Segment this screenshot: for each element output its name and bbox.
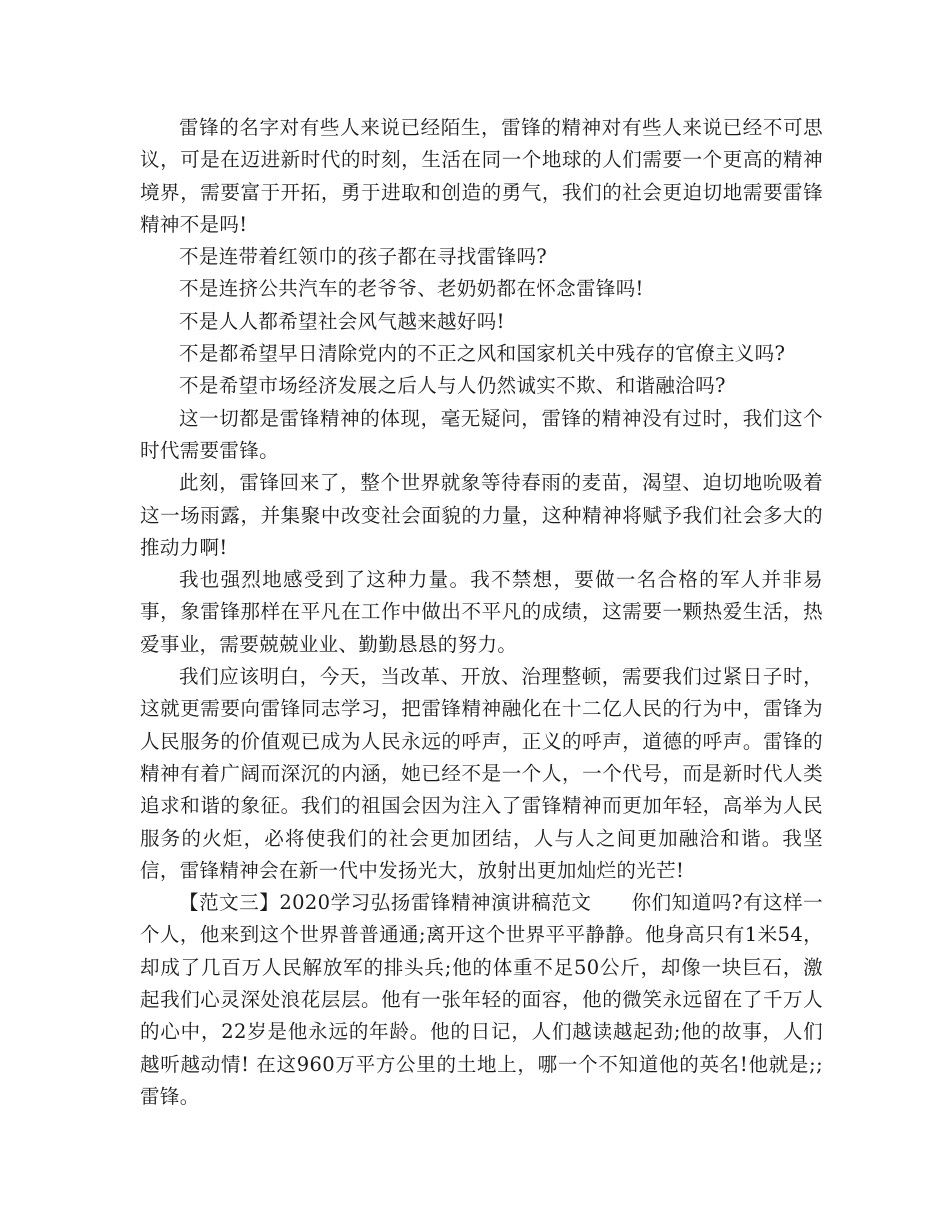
paragraph: 此刻，雷锋回来了，整个世界就象等待春雨的麦苗，渴望、迫切地吮吸着这一场雨露，并集聚中改变社会面貌的力量，这种精神将赋予我们社会多大的推动力啊!: [140, 471, 823, 559]
paragraph: 这一切都是雷锋精神的体现，毫无疑问，雷锋的精神没有过时，我们这个时代需要雷锋。: [140, 406, 823, 462]
paragraph: 不是连带着红领巾的孩子都在寻找雷锋吗?: [179, 245, 548, 269]
paragraph: 不是人人都希望社会风气越来越好吗!: [179, 309, 505, 333]
paragraph: 我们应该明白，今天，当改革、开放、治理整顿，需要我们过紧日子时，这就更需要向雷锋同志学习，把雷锋精神融化在十二亿人民的行为中，雷锋为人民服务的价值观已成为人民永远的呼声，正义的呼声，道德的呼声。雷锋的精神有着广阔而深沉的内涵，她已经不是一个人，一个代号，而是新时代人类追求和谐的象征。我们的祖国会因为注入了雷锋精神而更加年轻，高举为人民服务的火炬，必将使我们的社会更加团结，人与人之间更加融洽和谐。我坚信，雷锋精神会在新一代中发扬光大，放射出更加灿烂的光芒!: [140, 665, 823, 882]
document-body: [140, 112, 823, 1113]
paragraph: 【范文三】2020学习弘扬雷锋精神演讲稿范文 你们知道吗?有这样一个人，他来到这个世界普普通通;离开这个世界平平静静。他身高只有1米54，却成了几百万人民解放军的排头兵;他的体重不足50公斤，却像一块巨石，激起我们心灵深处浪花层层。他有一张年轻的面容，他的微笑永远留在了千万人的心中，22岁是他永远的年龄。他的日记，人们越读越起劲;他的故事，人们越听越动情! 在这960万平方公里的土地上，哪一个不知道他的英名!他就是;;雷锋。: [140, 891, 823, 1108]
paragraph: 不是希望市场经济发展之后人与人仍然诚实不欺、和谐融洽吗?: [179, 374, 726, 398]
paragraph: 不是都希望早日清除党内的不正之风和国家机关中残存的官僚主义吗?: [179, 342, 786, 366]
paragraph: 雷锋的名字对有些人来说已经陌生，雷锋的精神对有些人来说已经不可思议，可是在迈进新时代的时刻，生活在同一个地球的人们需要一个更高的精神境界，需要富于开拓，勇于进取和创造的勇气，我们的社会更迫切地需要雷锋精神不是吗!: [140, 116, 823, 236]
paragraph: 不是连挤公共汽车的老爷爷、老奶奶都在怀念雷锋吗!: [179, 277, 644, 301]
paragraph: 我也强烈地感受到了这种力量。我不禁想，要做一名合格的军人并非易事，象雷锋那样在平凡在工作中做出不平凡的成绩，这需要一颗热爱生活，热爱事业，需要兢兢业业、勤勤恳恳的努力。: [140, 568, 823, 656]
